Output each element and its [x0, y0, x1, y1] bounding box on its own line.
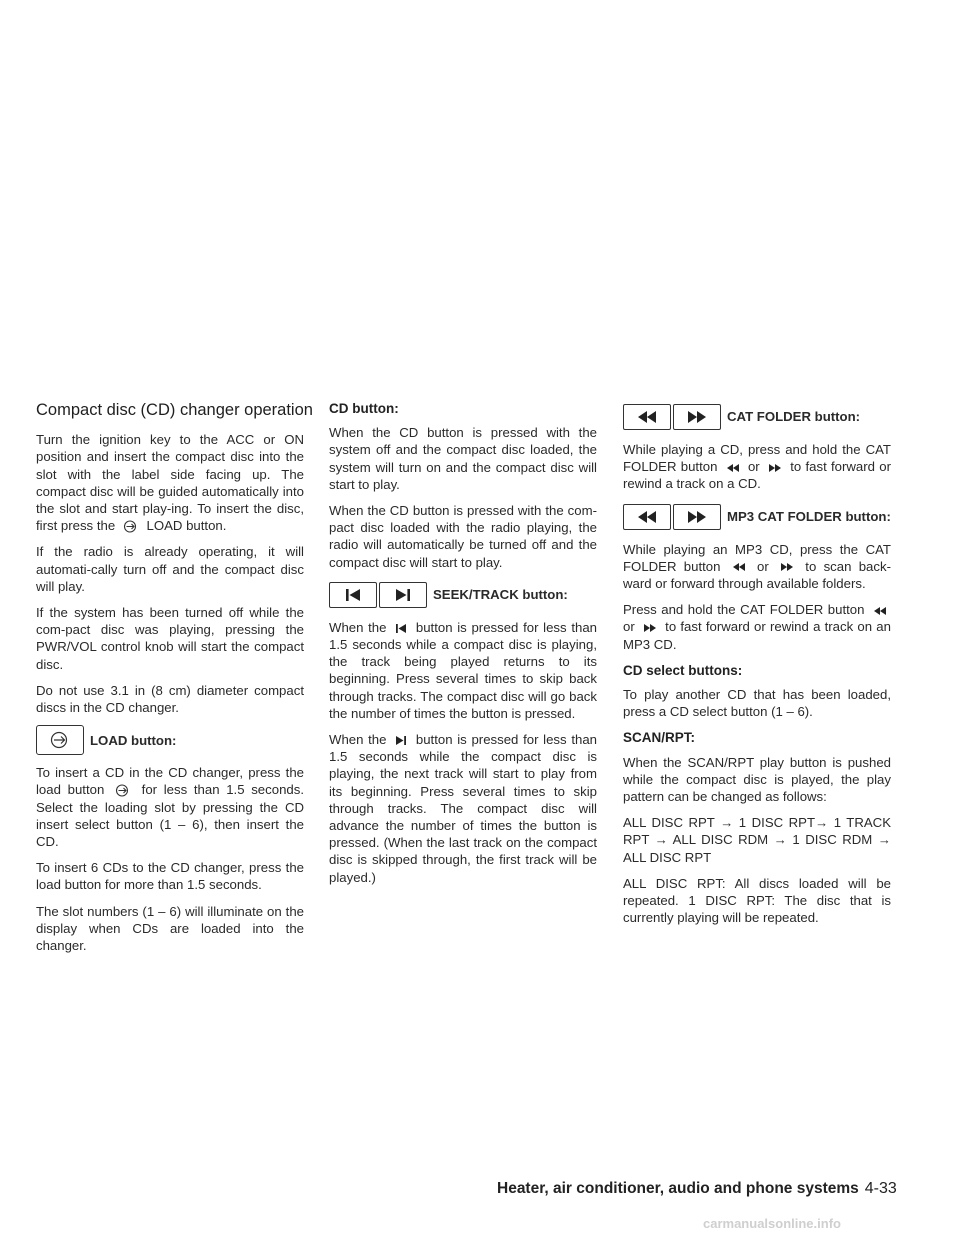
- cat-heading: CAT FOLDER button:: [727, 409, 861, 425]
- skip-forward-icon: [395, 735, 407, 746]
- scan-rpt-heading: SCAN/RPT:: [623, 730, 696, 746]
- load-icon: [49, 731, 71, 749]
- skip-back-icon: [343, 587, 363, 603]
- rewind-icon: [635, 509, 659, 525]
- paragraph: To insert 6 CDs to the CD changer, press the load button for more than 1.5 seconds.: [36, 860, 304, 893]
- section-title: Compact disc (CD) changer operation: [36, 401, 313, 419]
- fast-forward-icon: [780, 562, 794, 572]
- fast-forward-icon-box: [673, 404, 721, 430]
- column-3: [623, 400, 891, 935]
- paragraph: Do not use 3.1 in (8 cm) diameter compact discs in the CD changer.: [36, 682, 304, 716]
- rewind-icon: [732, 562, 746, 572]
- paragraph: While playing an MP3 CD, press the CAT FOLDER button or to scan back-ward or forward through available folders.: [623, 541, 891, 592]
- cd-select-heading: CD select buttons:: [623, 662, 743, 678]
- paragraph: ALL DISC RPT → 1 DISC RPT→ 1 TRACK RPT → ALL DISC RDM → 1 DISC RDM → ALL DISC RPT: [623, 815, 891, 865]
- fast-forward-icon: [685, 409, 709, 425]
- paragraph: To insert a CD in the CD changer, press the load button for less than 1.5 seconds. Select the loading slot by pressing the CD insert select button (1 – 6), then insert the CD.: [36, 765, 304, 850]
- paragraph: When the button is pressed for less than 1.5 seconds while a compact disc is playing, the track being played returns to its beginning. Press several times to skip back through tracks. The compact disc will go back the number of times the button is pressed.: [329, 619, 597, 721]
- footer-title: Heater, air conditioner, audio and phone systems: [497, 1180, 859, 1197]
- seek-heading: SEEK/TRACK button:: [433, 587, 568, 603]
- seek-back-icon-box: [329, 582, 377, 608]
- paragraph: When the CD button is pressed with the system off and the compact disc loaded, the system will turn on and the compact disc will start to play.: [329, 425, 597, 492]
- paragraph: When the button is pressed for less than 1.5 seconds while the compact disc is playing, the next track will start to play from its beginning. Press several times to skip through tracks. The compact disc will advance the number of times the button is pressed. (When the last track on the compact disc is skipped through, the first track will be played.): [329, 732, 597, 885]
- seek-forward-icon-box: [379, 582, 427, 608]
- paragraph: ALL DISC RPT: All discs loaded will be repeated. 1 DISC RPT: The disc that is currently playing will be repeated.: [623, 875, 891, 926]
- paragraph: If the system has been turned off while the com-pact disc was playing, pressing the PWR/VOL control knob will start the compact disc.: [36, 605, 304, 672]
- seek-track-heading: [329, 580, 597, 610]
- rewind-icon-box: [623, 504, 671, 530]
- paragraph: To play another CD that has been loaded, press a CD select button (1 – 6).: [623, 687, 891, 720]
- paragraph: Press and hold the CAT FOLDER button or to fast forward or rewind a track on an MP3 CD.: [623, 602, 891, 652]
- load-icon: [123, 520, 139, 533]
- column-2: [329, 400, 597, 895]
- skip-forward-icon: [393, 587, 413, 603]
- fast-forward-icon: [685, 509, 709, 525]
- load-button-icon-box: [36, 725, 84, 755]
- page-number: 4-33: [864, 1180, 897, 1197]
- load-heading: LOAD button:: [90, 732, 177, 748]
- paragraph: When the SCAN/RPT play button is pushed while the compact disc is played, the play pattern can be changed as follows:: [623, 754, 891, 805]
- paragraph: While playing a CD, press and hold the CAT FOLDER button or to fast forward or rewind a track on a CD.: [623, 442, 891, 492]
- rewind-icon: [635, 409, 659, 425]
- paragraph: Turn the ignition key to the ACC or ON position and insert the compact disc into the slot with the label side facing up. The compact disc will be guided automatically into the slot and start play-ing. To insert the disc, first press the LOAD button.: [36, 432, 304, 534]
- paragraph: If the radio is already operating, it will automati-cally turn off and the compact disc will play.: [36, 544, 304, 594]
- cat-folder-heading: [623, 402, 891, 432]
- skip-back-icon: [395, 623, 407, 634]
- column-1: [36, 401, 313, 963]
- page-footer: [497, 1180, 897, 1198]
- rewind-icon: [873, 606, 887, 616]
- fast-forward-icon: [768, 463, 782, 473]
- fast-forward-icon: [643, 623, 657, 633]
- rewind-icon-box: [623, 404, 671, 430]
- paragraph: When the CD button is pressed with the com-pact disc loaded with the radio playing, the radio will automatically be turned off and the compact disc will start to play.: [329, 503, 597, 570]
- rewind-icon: [726, 463, 740, 473]
- load-icon: [115, 784, 131, 797]
- load-button-heading: [36, 725, 304, 755]
- mp3-heading: MP3 CAT FOLDER button:: [727, 509, 891, 524]
- paragraph: The slot numbers (1 – 6) will illuminate on the display when CDs are loaded into the changer.: [36, 903, 304, 954]
- fast-forward-icon-box: [673, 504, 721, 530]
- watermark: carmanualsonline.info: [703, 1216, 841, 1231]
- cd-heading: CD button:: [329, 401, 399, 416]
- mp3-cat-folder-heading: [623, 502, 891, 532]
